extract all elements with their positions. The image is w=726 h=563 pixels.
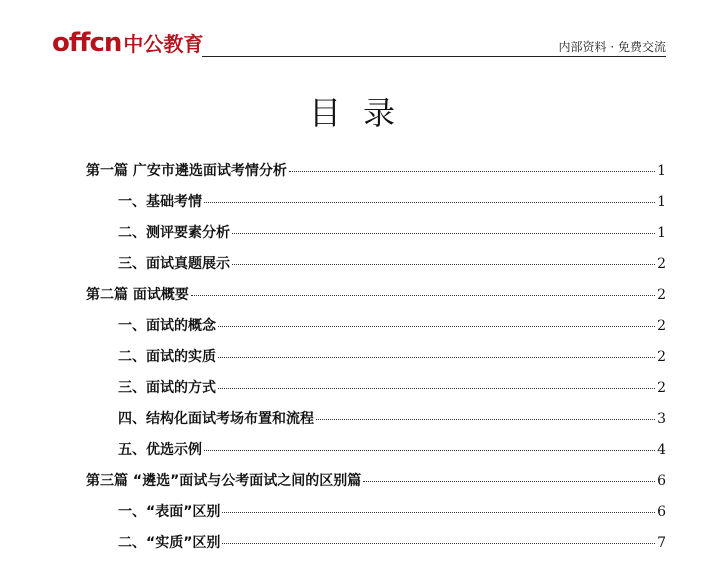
toc-entry[interactable] [86, 532, 666, 563]
toc-entry-page: 2 [657, 287, 666, 303]
toc-entry-label: 三、面试真题展示 [118, 256, 230, 272]
toc-leader-dots [222, 512, 655, 513]
toc-entry-label: 二、面试的实质 [118, 349, 216, 365]
offcn-logo [52, 24, 203, 58]
toc-entry-label: 四、结构化面试考场布置和流程 [118, 411, 314, 427]
toc-entry[interactable] [86, 191, 666, 222]
toc-entry-page: 1 [657, 225, 666, 241]
logo-text-en: offcn [52, 28, 122, 58]
header-divider [202, 56, 666, 57]
toc-entry[interactable] [86, 439, 666, 470]
toc-entry-label: 三、面试的方式 [118, 380, 216, 396]
logo-text-cn: 中公教育 [123, 32, 204, 56]
toc-entry-page: 3 [657, 411, 666, 427]
toc-leader-dots [218, 357, 655, 358]
toc-leader-dots [316, 419, 655, 420]
toc-entry-page: 2 [657, 318, 666, 334]
toc-leader-dots [232, 233, 655, 234]
page-title: 目录 [308, 94, 417, 132]
toc-entry[interactable] [86, 346, 666, 377]
toc-entry-page: 1 [657, 163, 666, 179]
toc-leader-dots [222, 543, 655, 544]
toc-entry-page: 2 [657, 349, 666, 365]
toc-entry[interactable] [86, 160, 666, 191]
toc-entry-page: 6 [657, 504, 666, 520]
toc-entry-page: 7 [657, 535, 666, 551]
toc-entry[interactable] [86, 284, 666, 315]
toc-leader-dots [191, 295, 655, 296]
toc-leader-dots [363, 481, 655, 482]
table-of-contents [86, 160, 666, 563]
toc-entry-label: 第二篇 面试概要 [86, 287, 189, 303]
toc-entry-label: 第三篇 “遴选”面试与公考面试之间的区别篇 [86, 473, 362, 489]
toc-entry[interactable] [86, 222, 666, 253]
toc-entry-label: 二、测评要素分析 [118, 225, 230, 241]
toc-entry[interactable] [86, 408, 666, 439]
toc-entry-page: 4 [657, 442, 666, 458]
toc-entry[interactable] [86, 377, 666, 408]
toc-entry-page: 2 [657, 380, 666, 396]
toc-leader-dots [289, 171, 655, 172]
toc-entry-page: 2 [657, 256, 666, 272]
toc-entry[interactable] [86, 253, 666, 284]
toc-leader-dots [218, 326, 655, 327]
toc-leader-dots [204, 202, 655, 203]
toc-entry-label: 二、“实质”区别 [118, 535, 221, 551]
toc-entry[interactable] [86, 501, 666, 532]
toc-entry-page: 6 [657, 473, 666, 489]
toc-entry-page: 1 [657, 194, 666, 210]
toc-leader-dots [204, 450, 655, 451]
toc-entry-label: 一、面试的概念 [118, 318, 216, 334]
toc-entry-label: 五、优选示例 [118, 442, 202, 458]
toc-leader-dots [232, 264, 655, 265]
toc-entry[interactable] [86, 315, 666, 346]
toc-entry-label: 第一篇 广安市遴选面试考情分析 [86, 163, 287, 179]
page-header [52, 24, 666, 58]
toc-entry-label: 一、基础考情 [118, 194, 202, 210]
toc-entry[interactable] [86, 470, 666, 501]
header-note: 内部资料 · 免费交流 [558, 40, 666, 54]
toc-leader-dots [218, 388, 655, 389]
toc-entry-label: 一、“表面”区别 [118, 504, 221, 520]
